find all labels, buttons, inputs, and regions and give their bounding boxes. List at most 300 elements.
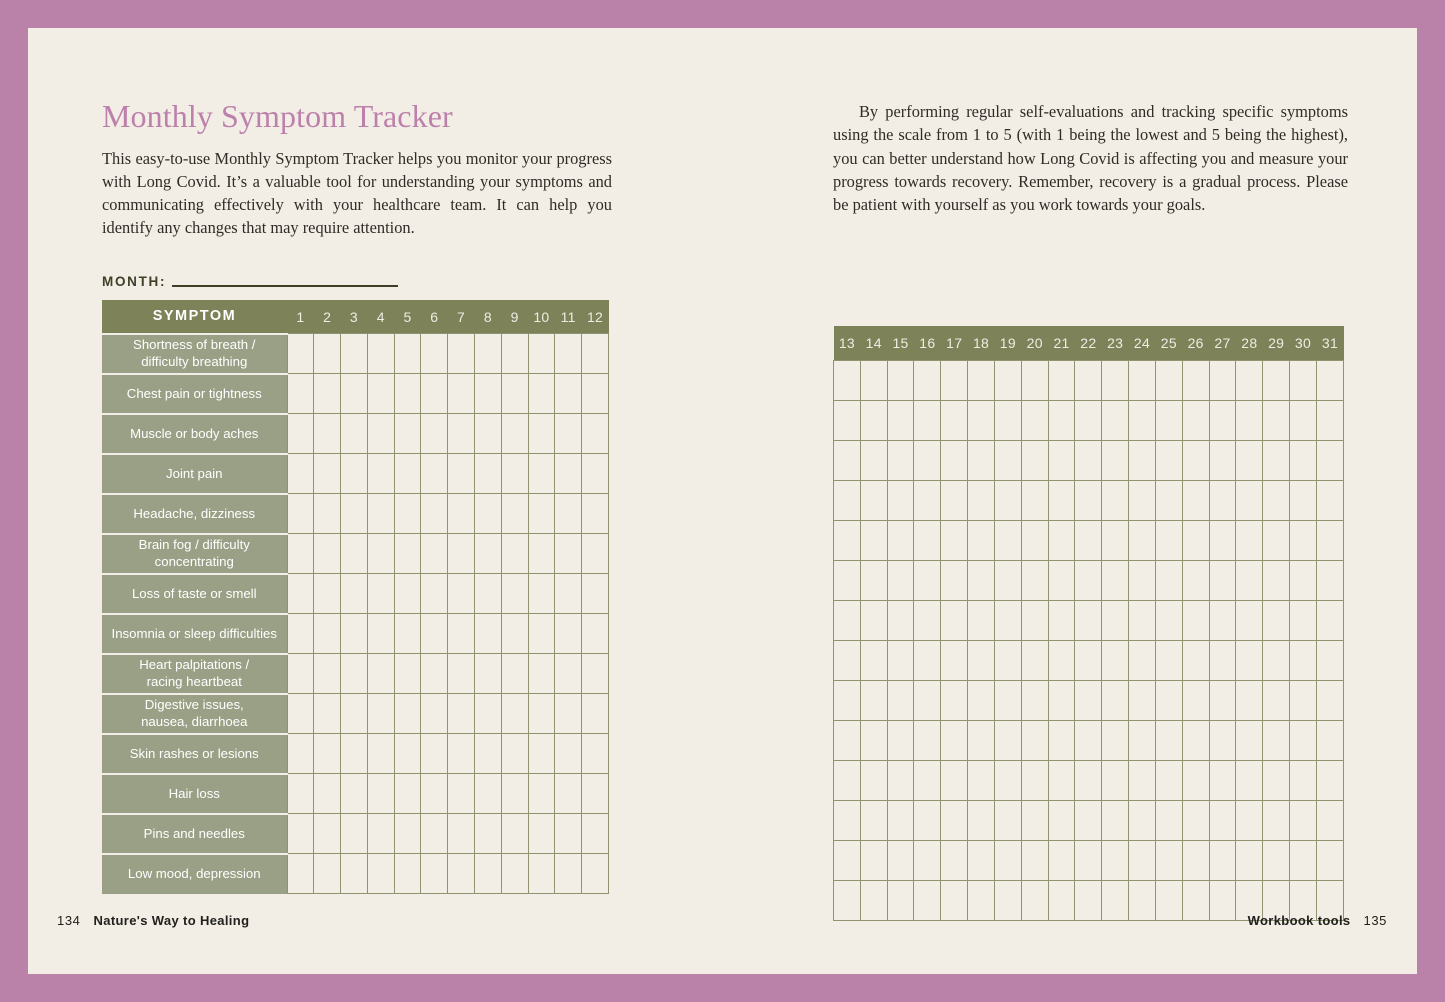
tracker-cell-day-15-row-4[interactable] <box>887 480 914 520</box>
tracker-cell-day-16-row-2[interactable] <box>914 400 941 440</box>
tracker-cell-day-20-row-10[interactable] <box>1021 720 1048 760</box>
tracker-cell-day-31-row-1[interactable] <box>1316 360 1343 400</box>
tracker-cell-day-30-row-6[interactable] <box>1290 560 1317 600</box>
tracker-cell-day-15-row-10[interactable] <box>887 720 914 760</box>
tracker-cell-day-29-row-12[interactable] <box>1263 800 1290 840</box>
tracker-cell-day-13-row-6[interactable] <box>834 560 861 600</box>
tracker-cell-day-9-row-11[interactable] <box>501 734 528 774</box>
tracker-cell-day-14-row-11[interactable] <box>860 760 887 800</box>
tracker-cell-day-26-row-8[interactable] <box>1182 640 1209 680</box>
tracker-cell-day-18-row-11[interactable] <box>968 760 995 800</box>
tracker-cell-day-6-row-4[interactable] <box>421 454 448 494</box>
tracker-cell-day-24-row-4[interactable] <box>1129 480 1156 520</box>
tracker-cell-day-16-row-5[interactable] <box>914 520 941 560</box>
tracker-cell-day-2-row-13[interactable] <box>314 814 341 854</box>
tracker-cell-day-2-row-9[interactable] <box>314 654 341 694</box>
tracker-cell-day-23-row-9[interactable] <box>1102 680 1129 720</box>
tracker-cell-day-5-row-11[interactable] <box>394 734 421 774</box>
tracker-cell-day-12-row-14[interactable] <box>582 854 609 894</box>
tracker-cell-day-8-row-3[interactable] <box>474 414 501 454</box>
tracker-cell-day-31-row-3[interactable] <box>1316 440 1343 480</box>
tracker-cell-day-14-row-14[interactable] <box>860 880 887 920</box>
tracker-cell-day-4-row-8[interactable] <box>367 614 394 654</box>
tracker-cell-day-20-row-7[interactable] <box>1021 600 1048 640</box>
tracker-cell-day-17-row-4[interactable] <box>941 480 968 520</box>
tracker-cell-day-24-row-7[interactable] <box>1129 600 1156 640</box>
tracker-cell-day-22-row-11[interactable] <box>1075 760 1102 800</box>
tracker-cell-day-5-row-14[interactable] <box>394 854 421 894</box>
tracker-cell-day-10-row-14[interactable] <box>528 854 555 894</box>
tracker-cell-day-31-row-5[interactable] <box>1316 520 1343 560</box>
tracker-cell-day-4-row-6[interactable] <box>367 534 394 574</box>
tracker-cell-day-14-row-2[interactable] <box>860 400 887 440</box>
tracker-cell-day-27-row-5[interactable] <box>1209 520 1236 560</box>
tracker-cell-day-15-row-6[interactable] <box>887 560 914 600</box>
tracker-cell-day-21-row-4[interactable] <box>1048 480 1075 520</box>
tracker-cell-day-14-row-13[interactable] <box>860 840 887 880</box>
tracker-cell-day-3-row-8[interactable] <box>341 614 368 654</box>
tracker-cell-day-11-row-9[interactable] <box>555 654 582 694</box>
tracker-cell-day-4-row-9[interactable] <box>367 654 394 694</box>
tracker-cell-day-20-row-11[interactable] <box>1021 760 1048 800</box>
tracker-cell-day-11-row-14[interactable] <box>555 854 582 894</box>
tracker-cell-day-31-row-4[interactable] <box>1316 480 1343 520</box>
tracker-cell-day-17-row-7[interactable] <box>941 600 968 640</box>
tracker-cell-day-25-row-3[interactable] <box>1155 440 1182 480</box>
tracker-cell-day-25-row-13[interactable] <box>1155 840 1182 880</box>
tracker-cell-day-2-row-7[interactable] <box>314 574 341 614</box>
tracker-cell-day-18-row-6[interactable] <box>968 560 995 600</box>
month-input-line[interactable] <box>172 285 398 287</box>
tracker-cell-day-24-row-11[interactable] <box>1129 760 1156 800</box>
tracker-cell-day-11-row-8[interactable] <box>555 614 582 654</box>
tracker-cell-day-26-row-2[interactable] <box>1182 400 1209 440</box>
tracker-cell-day-12-row-1[interactable] <box>582 334 609 374</box>
tracker-cell-day-19-row-14[interactable] <box>994 880 1021 920</box>
tracker-cell-day-31-row-2[interactable] <box>1316 400 1343 440</box>
tracker-cell-day-5-row-2[interactable] <box>394 374 421 414</box>
tracker-cell-day-8-row-6[interactable] <box>474 534 501 574</box>
tracker-cell-day-16-row-7[interactable] <box>914 600 941 640</box>
tracker-cell-day-4-row-7[interactable] <box>367 574 394 614</box>
tracker-cell-day-4-row-14[interactable] <box>367 854 394 894</box>
tracker-cell-day-18-row-12[interactable] <box>968 800 995 840</box>
tracker-cell-day-8-row-13[interactable] <box>474 814 501 854</box>
tracker-cell-day-13-row-5[interactable] <box>834 520 861 560</box>
tracker-cell-day-9-row-1[interactable] <box>501 334 528 374</box>
tracker-cell-day-25-row-10[interactable] <box>1155 720 1182 760</box>
tracker-cell-day-20-row-1[interactable] <box>1021 360 1048 400</box>
tracker-cell-day-13-row-13[interactable] <box>834 840 861 880</box>
tracker-cell-day-11-row-1[interactable] <box>555 334 582 374</box>
tracker-cell-day-17-row-3[interactable] <box>941 440 968 480</box>
tracker-cell-day-6-row-13[interactable] <box>421 814 448 854</box>
tracker-cell-day-13-row-8[interactable] <box>834 640 861 680</box>
tracker-cell-day-15-row-3[interactable] <box>887 440 914 480</box>
tracker-cell-day-16-row-14[interactable] <box>914 880 941 920</box>
tracker-cell-day-23-row-10[interactable] <box>1102 720 1129 760</box>
tracker-cell-day-8-row-8[interactable] <box>474 614 501 654</box>
tracker-cell-day-11-row-5[interactable] <box>555 494 582 534</box>
tracker-cell-day-5-row-3[interactable] <box>394 414 421 454</box>
tracker-cell-day-9-row-9[interactable] <box>501 654 528 694</box>
tracker-cell-day-13-row-3[interactable] <box>834 440 861 480</box>
tracker-cell-day-12-row-10[interactable] <box>582 694 609 734</box>
tracker-cell-day-31-row-9[interactable] <box>1316 680 1343 720</box>
tracker-cell-day-22-row-1[interactable] <box>1075 360 1102 400</box>
tracker-cell-day-23-row-13[interactable] <box>1102 840 1129 880</box>
tracker-cell-day-21-row-12[interactable] <box>1048 800 1075 840</box>
tracker-cell-day-30-row-10[interactable] <box>1290 720 1317 760</box>
tracker-cell-day-30-row-11[interactable] <box>1290 760 1317 800</box>
tracker-cell-day-13-row-7[interactable] <box>834 600 861 640</box>
tracker-cell-day-3-row-11[interactable] <box>341 734 368 774</box>
tracker-cell-day-14-row-12[interactable] <box>860 800 887 840</box>
tracker-cell-day-12-row-2[interactable] <box>582 374 609 414</box>
tracker-cell-day-8-row-12[interactable] <box>474 774 501 814</box>
tracker-cell-day-11-row-6[interactable] <box>555 534 582 574</box>
tracker-cell-day-5-row-7[interactable] <box>394 574 421 614</box>
tracker-cell-day-31-row-11[interactable] <box>1316 760 1343 800</box>
tracker-cell-day-1-row-11[interactable] <box>287 734 314 774</box>
tracker-cell-day-11-row-3[interactable] <box>555 414 582 454</box>
tracker-cell-day-27-row-12[interactable] <box>1209 800 1236 840</box>
tracker-cell-day-14-row-7[interactable] <box>860 600 887 640</box>
tracker-cell-day-6-row-2[interactable] <box>421 374 448 414</box>
tracker-cell-day-9-row-7[interactable] <box>501 574 528 614</box>
tracker-cell-day-17-row-14[interactable] <box>941 880 968 920</box>
tracker-cell-day-13-row-4[interactable] <box>834 480 861 520</box>
tracker-cell-day-31-row-7[interactable] <box>1316 600 1343 640</box>
tracker-cell-day-18-row-1[interactable] <box>968 360 995 400</box>
tracker-cell-day-26-row-9[interactable] <box>1182 680 1209 720</box>
tracker-cell-day-2-row-14[interactable] <box>314 854 341 894</box>
tracker-cell-day-8-row-4[interactable] <box>474 454 501 494</box>
tracker-cell-day-25-row-6[interactable] <box>1155 560 1182 600</box>
tracker-cell-day-10-row-10[interactable] <box>528 694 555 734</box>
tracker-cell-day-3-row-3[interactable] <box>341 414 368 454</box>
tracker-cell-day-3-row-14[interactable] <box>341 854 368 894</box>
tracker-cell-day-17-row-6[interactable] <box>941 560 968 600</box>
tracker-cell-day-22-row-12[interactable] <box>1075 800 1102 840</box>
tracker-cell-day-18-row-8[interactable] <box>968 640 995 680</box>
tracker-cell-day-27-row-10[interactable] <box>1209 720 1236 760</box>
tracker-cell-day-10-row-6[interactable] <box>528 534 555 574</box>
tracker-cell-day-31-row-12[interactable] <box>1316 800 1343 840</box>
tracker-cell-day-24-row-14[interactable] <box>1129 880 1156 920</box>
tracker-cell-day-25-row-8[interactable] <box>1155 640 1182 680</box>
tracker-cell-day-31-row-8[interactable] <box>1316 640 1343 680</box>
tracker-cell-day-7-row-10[interactable] <box>448 694 475 734</box>
tracker-cell-day-15-row-2[interactable] <box>887 400 914 440</box>
tracker-cell-day-5-row-5[interactable] <box>394 494 421 534</box>
tracker-cell-day-23-row-14[interactable] <box>1102 880 1129 920</box>
tracker-cell-day-21-row-11[interactable] <box>1048 760 1075 800</box>
tracker-cell-day-24-row-9[interactable] <box>1129 680 1156 720</box>
tracker-cell-day-18-row-14[interactable] <box>968 880 995 920</box>
tracker-cell-day-6-row-12[interactable] <box>421 774 448 814</box>
tracker-cell-day-25-row-7[interactable] <box>1155 600 1182 640</box>
tracker-cell-day-19-row-4[interactable] <box>994 480 1021 520</box>
tracker-cell-day-28-row-7[interactable] <box>1236 600 1263 640</box>
tracker-cell-day-7-row-11[interactable] <box>448 734 475 774</box>
tracker-cell-day-20-row-13[interactable] <box>1021 840 1048 880</box>
tracker-cell-day-21-row-5[interactable] <box>1048 520 1075 560</box>
tracker-cell-day-1-row-8[interactable] <box>287 614 314 654</box>
tracker-cell-day-7-row-6[interactable] <box>448 534 475 574</box>
tracker-cell-day-26-row-13[interactable] <box>1182 840 1209 880</box>
tracker-cell-day-17-row-12[interactable] <box>941 800 968 840</box>
tracker-cell-day-26-row-1[interactable] <box>1182 360 1209 400</box>
tracker-cell-day-15-row-9[interactable] <box>887 680 914 720</box>
tracker-cell-day-9-row-2[interactable] <box>501 374 528 414</box>
tracker-cell-day-9-row-6[interactable] <box>501 534 528 574</box>
tracker-cell-day-19-row-12[interactable] <box>994 800 1021 840</box>
tracker-cell-day-1-row-7[interactable] <box>287 574 314 614</box>
tracker-cell-day-2-row-2[interactable] <box>314 374 341 414</box>
tracker-cell-day-16-row-1[interactable] <box>914 360 941 400</box>
tracker-cell-day-12-row-4[interactable] <box>582 454 609 494</box>
tracker-cell-day-28-row-11[interactable] <box>1236 760 1263 800</box>
tracker-cell-day-29-row-10[interactable] <box>1263 720 1290 760</box>
tracker-cell-day-20-row-8[interactable] <box>1021 640 1048 680</box>
tracker-cell-day-28-row-3[interactable] <box>1236 440 1263 480</box>
tracker-cell-day-16-row-3[interactable] <box>914 440 941 480</box>
tracker-cell-day-22-row-2[interactable] <box>1075 400 1102 440</box>
tracker-cell-day-10-row-9[interactable] <box>528 654 555 694</box>
tracker-cell-day-17-row-13[interactable] <box>941 840 968 880</box>
tracker-cell-day-7-row-5[interactable] <box>448 494 475 534</box>
tracker-cell-day-30-row-13[interactable] <box>1290 840 1317 880</box>
tracker-cell-day-18-row-9[interactable] <box>968 680 995 720</box>
tracker-cell-day-27-row-3[interactable] <box>1209 440 1236 480</box>
tracker-cell-day-10-row-4[interactable] <box>528 454 555 494</box>
tracker-cell-day-27-row-7[interactable] <box>1209 600 1236 640</box>
tracker-cell-day-10-row-8[interactable] <box>528 614 555 654</box>
tracker-cell-day-25-row-9[interactable] <box>1155 680 1182 720</box>
tracker-cell-day-1-row-2[interactable] <box>287 374 314 414</box>
tracker-cell-day-23-row-12[interactable] <box>1102 800 1129 840</box>
tracker-cell-day-3-row-2[interactable] <box>341 374 368 414</box>
tracker-cell-day-13-row-1[interactable] <box>834 360 861 400</box>
tracker-cell-day-15-row-11[interactable] <box>887 760 914 800</box>
tracker-cell-day-25-row-11[interactable] <box>1155 760 1182 800</box>
tracker-cell-day-9-row-10[interactable] <box>501 694 528 734</box>
tracker-cell-day-22-row-10[interactable] <box>1075 720 1102 760</box>
tracker-cell-day-2-row-8[interactable] <box>314 614 341 654</box>
tracker-cell-day-8-row-9[interactable] <box>474 654 501 694</box>
tracker-cell-day-5-row-13[interactable] <box>394 814 421 854</box>
tracker-cell-day-20-row-9[interactable] <box>1021 680 1048 720</box>
tracker-cell-day-20-row-6[interactable] <box>1021 560 1048 600</box>
tracker-cell-day-5-row-9[interactable] <box>394 654 421 694</box>
tracker-cell-day-17-row-11[interactable] <box>941 760 968 800</box>
tracker-cell-day-7-row-2[interactable] <box>448 374 475 414</box>
tracker-cell-day-21-row-1[interactable] <box>1048 360 1075 400</box>
tracker-cell-day-1-row-1[interactable] <box>287 334 314 374</box>
tracker-cell-day-23-row-2[interactable] <box>1102 400 1129 440</box>
tracker-cell-day-29-row-8[interactable] <box>1263 640 1290 680</box>
tracker-cell-day-8-row-2[interactable] <box>474 374 501 414</box>
tracker-cell-day-13-row-9[interactable] <box>834 680 861 720</box>
tracker-cell-day-28-row-9[interactable] <box>1236 680 1263 720</box>
tracker-cell-day-11-row-7[interactable] <box>555 574 582 614</box>
tracker-cell-day-24-row-5[interactable] <box>1129 520 1156 560</box>
tracker-cell-day-4-row-11[interactable] <box>367 734 394 774</box>
tracker-cell-day-12-row-12[interactable] <box>582 774 609 814</box>
tracker-cell-day-4-row-5[interactable] <box>367 494 394 534</box>
tracker-cell-day-21-row-9[interactable] <box>1048 680 1075 720</box>
tracker-cell-day-8-row-14[interactable] <box>474 854 501 894</box>
tracker-cell-day-27-row-2[interactable] <box>1209 400 1236 440</box>
tracker-cell-day-14-row-1[interactable] <box>860 360 887 400</box>
tracker-cell-day-3-row-7[interactable] <box>341 574 368 614</box>
tracker-cell-day-1-row-5[interactable] <box>287 494 314 534</box>
tracker-cell-day-10-row-12[interactable] <box>528 774 555 814</box>
tracker-cell-day-1-row-12[interactable] <box>287 774 314 814</box>
tracker-cell-day-12-row-5[interactable] <box>582 494 609 534</box>
tracker-cell-day-21-row-10[interactable] <box>1048 720 1075 760</box>
tracker-cell-day-27-row-1[interactable] <box>1209 360 1236 400</box>
tracker-cell-day-15-row-7[interactable] <box>887 600 914 640</box>
tracker-cell-day-28-row-8[interactable] <box>1236 640 1263 680</box>
tracker-cell-day-11-row-13[interactable] <box>555 814 582 854</box>
tracker-cell-day-18-row-7[interactable] <box>968 600 995 640</box>
tracker-cell-day-22-row-6[interactable] <box>1075 560 1102 600</box>
tracker-cell-day-15-row-1[interactable] <box>887 360 914 400</box>
tracker-cell-day-16-row-11[interactable] <box>914 760 941 800</box>
tracker-cell-day-5-row-1[interactable] <box>394 334 421 374</box>
tracker-cell-day-24-row-1[interactable] <box>1129 360 1156 400</box>
tracker-cell-day-31-row-13[interactable] <box>1316 840 1343 880</box>
tracker-cell-day-7-row-3[interactable] <box>448 414 475 454</box>
tracker-cell-day-26-row-10[interactable] <box>1182 720 1209 760</box>
tracker-cell-day-14-row-8[interactable] <box>860 640 887 680</box>
tracker-cell-day-20-row-4[interactable] <box>1021 480 1048 520</box>
tracker-cell-day-20-row-2[interactable] <box>1021 400 1048 440</box>
tracker-cell-day-7-row-8[interactable] <box>448 614 475 654</box>
tracker-cell-day-19-row-9[interactable] <box>994 680 1021 720</box>
tracker-cell-day-16-row-6[interactable] <box>914 560 941 600</box>
tracker-cell-day-28-row-6[interactable] <box>1236 560 1263 600</box>
tracker-cell-day-31-row-10[interactable] <box>1316 720 1343 760</box>
tracker-cell-day-27-row-6[interactable] <box>1209 560 1236 600</box>
tracker-cell-day-30-row-3[interactable] <box>1290 440 1317 480</box>
tracker-cell-day-11-row-2[interactable] <box>555 374 582 414</box>
tracker-cell-day-19-row-8[interactable] <box>994 640 1021 680</box>
tracker-cell-day-2-row-11[interactable] <box>314 734 341 774</box>
tracker-cell-day-20-row-5[interactable] <box>1021 520 1048 560</box>
tracker-cell-day-18-row-5[interactable] <box>968 520 995 560</box>
tracker-cell-day-22-row-14[interactable] <box>1075 880 1102 920</box>
tracker-cell-day-8-row-10[interactable] <box>474 694 501 734</box>
tracker-cell-day-21-row-8[interactable] <box>1048 640 1075 680</box>
tracker-cell-day-29-row-4[interactable] <box>1263 480 1290 520</box>
tracker-cell-day-27-row-11[interactable] <box>1209 760 1236 800</box>
tracker-cell-day-24-row-2[interactable] <box>1129 400 1156 440</box>
tracker-cell-day-4-row-3[interactable] <box>367 414 394 454</box>
tracker-cell-day-28-row-12[interactable] <box>1236 800 1263 840</box>
tracker-cell-day-30-row-8[interactable] <box>1290 640 1317 680</box>
tracker-cell-day-15-row-5[interactable] <box>887 520 914 560</box>
tracker-cell-day-24-row-8[interactable] <box>1129 640 1156 680</box>
tracker-cell-day-28-row-13[interactable] <box>1236 840 1263 880</box>
tracker-cell-day-18-row-10[interactable] <box>968 720 995 760</box>
tracker-cell-day-23-row-3[interactable] <box>1102 440 1129 480</box>
tracker-cell-day-29-row-11[interactable] <box>1263 760 1290 800</box>
tracker-cell-day-13-row-10[interactable] <box>834 720 861 760</box>
tracker-cell-day-25-row-12[interactable] <box>1155 800 1182 840</box>
tracker-cell-day-23-row-6[interactable] <box>1102 560 1129 600</box>
tracker-cell-day-12-row-9[interactable] <box>582 654 609 694</box>
tracker-cell-day-17-row-10[interactable] <box>941 720 968 760</box>
tracker-cell-day-3-row-10[interactable] <box>341 694 368 734</box>
tracker-cell-day-10-row-2[interactable] <box>528 374 555 414</box>
tracker-cell-day-9-row-4[interactable] <box>501 454 528 494</box>
tracker-cell-day-30-row-12[interactable] <box>1290 800 1317 840</box>
tracker-cell-day-11-row-10[interactable] <box>555 694 582 734</box>
tracker-cell-day-21-row-14[interactable] <box>1048 880 1075 920</box>
tracker-cell-day-26-row-14[interactable] <box>1182 880 1209 920</box>
tracker-cell-day-9-row-8[interactable] <box>501 614 528 654</box>
tracker-cell-day-28-row-4[interactable] <box>1236 480 1263 520</box>
tracker-cell-day-30-row-9[interactable] <box>1290 680 1317 720</box>
tracker-cell-day-18-row-3[interactable] <box>968 440 995 480</box>
tracker-cell-day-22-row-8[interactable] <box>1075 640 1102 680</box>
tracker-cell-day-6-row-7[interactable] <box>421 574 448 614</box>
tracker-cell-day-7-row-1[interactable] <box>448 334 475 374</box>
tracker-cell-day-30-row-1[interactable] <box>1290 360 1317 400</box>
tracker-cell-day-6-row-9[interactable] <box>421 654 448 694</box>
tracker-cell-day-6-row-10[interactable] <box>421 694 448 734</box>
tracker-cell-day-16-row-12[interactable] <box>914 800 941 840</box>
tracker-cell-day-29-row-5[interactable] <box>1263 520 1290 560</box>
tracker-cell-day-6-row-1[interactable] <box>421 334 448 374</box>
tracker-cell-day-3-row-6[interactable] <box>341 534 368 574</box>
tracker-cell-day-29-row-13[interactable] <box>1263 840 1290 880</box>
tracker-cell-day-24-row-12[interactable] <box>1129 800 1156 840</box>
tracker-cell-day-7-row-12[interactable] <box>448 774 475 814</box>
tracker-cell-day-21-row-2[interactable] <box>1048 400 1075 440</box>
tracker-cell-day-1-row-4[interactable] <box>287 454 314 494</box>
tracker-cell-day-24-row-13[interactable] <box>1129 840 1156 880</box>
tracker-cell-day-25-row-1[interactable] <box>1155 360 1182 400</box>
tracker-cell-day-25-row-2[interactable] <box>1155 400 1182 440</box>
tracker-cell-day-9-row-5[interactable] <box>501 494 528 534</box>
tracker-cell-day-22-row-7[interactable] <box>1075 600 1102 640</box>
tracker-cell-day-2-row-6[interactable] <box>314 534 341 574</box>
tracker-cell-day-16-row-4[interactable] <box>914 480 941 520</box>
tracker-cell-day-25-row-14[interactable] <box>1155 880 1182 920</box>
tracker-cell-day-19-row-13[interactable] <box>994 840 1021 880</box>
tracker-cell-day-8-row-7[interactable] <box>474 574 501 614</box>
tracker-cell-day-16-row-8[interactable] <box>914 640 941 680</box>
tracker-cell-day-14-row-5[interactable] <box>860 520 887 560</box>
tracker-cell-day-30-row-4[interactable] <box>1290 480 1317 520</box>
tracker-cell-day-23-row-1[interactable] <box>1102 360 1129 400</box>
tracker-cell-day-30-row-7[interactable] <box>1290 600 1317 640</box>
tracker-cell-day-12-row-6[interactable] <box>582 534 609 574</box>
tracker-cell-day-29-row-3[interactable] <box>1263 440 1290 480</box>
tracker-cell-day-28-row-5[interactable] <box>1236 520 1263 560</box>
tracker-cell-day-26-row-12[interactable] <box>1182 800 1209 840</box>
tracker-cell-day-10-row-7[interactable] <box>528 574 555 614</box>
tracker-cell-day-3-row-5[interactable] <box>341 494 368 534</box>
tracker-cell-day-18-row-2[interactable] <box>968 400 995 440</box>
tracker-cell-day-21-row-3[interactable] <box>1048 440 1075 480</box>
tracker-cell-day-15-row-13[interactable] <box>887 840 914 880</box>
tracker-cell-day-19-row-7[interactable] <box>994 600 1021 640</box>
